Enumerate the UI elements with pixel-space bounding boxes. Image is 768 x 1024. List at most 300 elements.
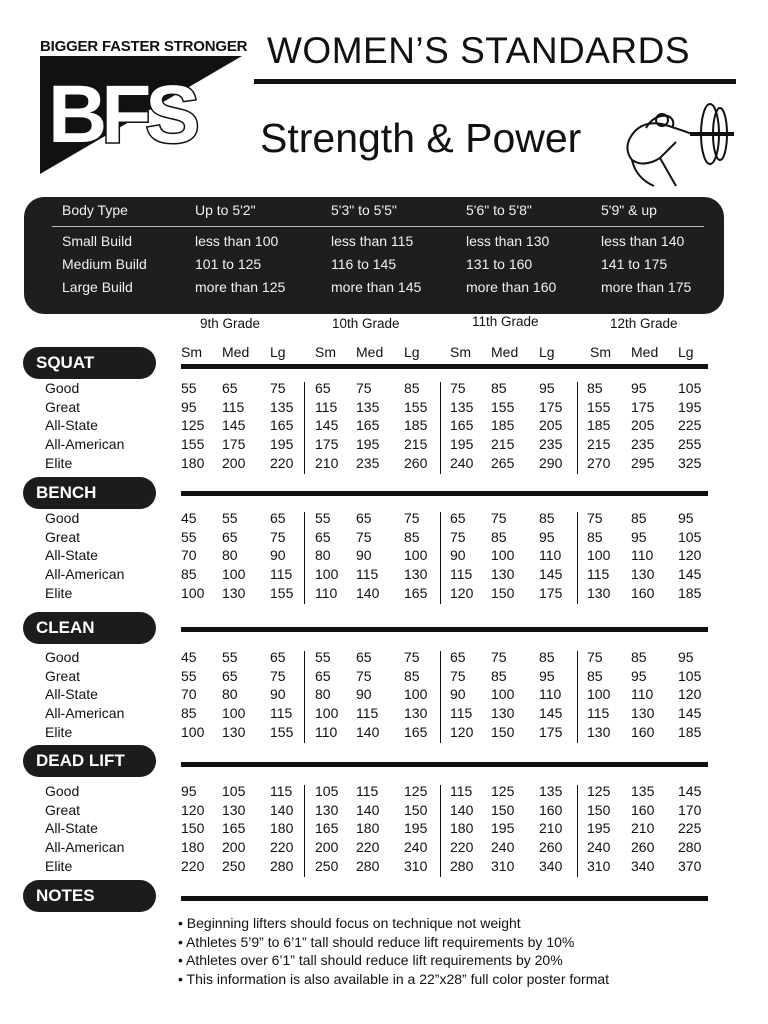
table-cell: 155 [270,723,294,740]
body-type-range: less than 130 [466,233,550,249]
section-label: CLEAN [23,612,156,644]
table-cell: 145 [315,417,339,434]
table-cell: 135 [450,398,474,415]
table-cell: 95 [631,380,647,396]
table-cell: 175 [631,398,655,415]
page-title: WOMEN’S STANDARDS [267,30,691,71]
grade-label: 10th Grade [332,316,400,331]
table-cell: 200 [222,839,246,856]
table-cell: 100 [491,686,515,703]
table-cell: 115 [450,783,473,799]
level-label: All-State [45,686,98,703]
table-cell: 65 [270,510,286,526]
table-cell: 80 [222,547,238,564]
table-cell: 340 [539,857,563,874]
table-cell: 135 [631,783,655,799]
table-cell: 185 [678,723,702,740]
table-cell: 80 [315,547,331,564]
body-type-range: less than 140 [601,233,685,249]
table-cell: 75 [270,528,286,545]
table-cell: 115 [587,705,610,722]
table-cell: 100 [587,547,611,564]
table-cell: 135 [539,783,563,799]
level-label: All-American [45,705,125,722]
table-cell: 155 [491,398,515,415]
table-cell: 220 [450,839,474,856]
table-cell: 105 [678,528,702,545]
level-label: All-State [45,547,98,564]
table-cell: 75 [491,649,507,665]
table-cell: 65 [356,649,372,665]
table-cell: 65 [315,380,331,396]
table-cell: 175 [539,723,563,740]
size-header: Lg [404,344,420,360]
table-cell: 85 [491,380,507,396]
body-type-range: 116 to 145 [331,256,397,272]
table-cell: 130 [404,705,428,722]
level-label: All-American [45,566,125,583]
table-cell: 75 [270,667,286,684]
table-cell: 175 [222,436,246,453]
table-cell: 65 [356,510,372,526]
table-cell: 180 [181,454,205,471]
size-header: Lg [270,344,286,360]
table-cell: 165 [404,584,428,601]
table-cell: 150 [491,723,515,740]
table-cell: 125 [587,783,611,799]
table-cell: 195 [587,820,611,837]
table-cell: 140 [270,801,294,818]
notes-rule [181,896,708,901]
table-cell: 100 [222,566,246,583]
body-type-range: more than 145 [331,279,422,295]
table-cell: 260 [404,454,428,471]
table-cell: 70 [181,547,197,564]
table-cell: 130 [404,566,428,583]
table-cell: 155 [181,436,205,453]
body-type-label: Small Build [62,233,133,249]
table-cell: 75 [270,380,286,396]
table-cell: 75 [450,380,466,396]
table-cell: 250 [222,857,246,874]
note-item: • Athletes 5’9” to 6’1” tall should reduce lift requirements by 10% [178,933,575,950]
table-cell: 220 [356,839,380,856]
table-cell: 120 [678,547,702,564]
grade-divider [577,651,578,743]
level-label: Good [45,783,80,799]
grade-divider [577,785,578,877]
table-cell: 160 [631,723,655,740]
table-cell: 165 [404,723,428,740]
logo-tagline: BIGGER FASTER STRONGER [40,38,248,55]
table-cell: 160 [631,801,655,818]
table-cell: 130 [491,705,515,722]
table-cell: 115 [587,566,610,583]
table-cell: 165 [450,417,474,434]
table-cell: 340 [631,857,655,874]
table-cell: 255 [678,436,702,453]
table-cell: 180 [450,820,474,837]
table-cell: 100 [404,686,428,703]
table-cell: 140 [356,801,380,818]
level-label: Elite [45,584,73,601]
level-label: Great [45,398,81,415]
table-cell: 95 [631,528,647,545]
table-cell: 180 [270,820,294,837]
body-type-label: Large Build [62,279,133,295]
table-cell: 95 [539,528,555,545]
table-cell: 120 [181,801,205,818]
table-cell: 85 [539,510,555,526]
table-cell: 100 [587,686,611,703]
body-type-range: more than 160 [466,279,557,295]
table-cell: 125 [181,417,205,434]
grade-label: 9th Grade [200,316,261,331]
table-cell: 85 [404,667,420,684]
table-cell: 65 [270,649,286,665]
table-cell: 95 [631,667,647,684]
table-cell: 105 [315,783,339,799]
section-rule [181,627,708,632]
table-cell: 115 [222,398,245,415]
table-cell: 145 [678,705,702,722]
grade-divider [577,512,578,604]
table-cell: 165 [315,820,339,837]
weightlifter-icon [610,98,738,194]
section-rule [181,762,708,767]
table-cell: 105 [678,380,702,396]
table-cell: 125 [404,783,428,799]
table-cell: 65 [315,528,331,545]
table-cell: 85 [404,380,420,396]
grade-divider [440,382,441,474]
table-cell: 55 [222,510,238,526]
size-header: Lg [539,344,555,360]
grade-divider [304,382,305,474]
table-cell: 80 [222,686,238,703]
table-cell: 175 [315,436,339,453]
table-cell: 150 [587,801,611,818]
table-cell: 55 [181,380,197,396]
table-cell: 115 [270,566,293,583]
table-cell: 130 [587,723,611,740]
grade-divider [440,512,441,604]
table-cell: 75 [450,667,466,684]
table-cell: 195 [404,820,428,837]
table-cell: 145 [539,566,563,583]
body-type-header: 5'3" to 5'5" [331,202,397,218]
table-cell: 370 [678,857,702,874]
note-item: • Athletes over 6’1” tall should reduce lift requirements by 20% [178,952,563,969]
table-cell: 90 [270,686,286,703]
table-cell: 140 [356,584,380,601]
section-rule [181,364,708,369]
level-label: Good [45,649,80,665]
table-cell: 85 [181,705,197,722]
table-cell: 75 [356,528,372,545]
size-header: Med [222,344,250,360]
table-cell: 130 [222,723,246,740]
table-cell: 90 [450,547,466,564]
notes-label: NOTES [23,880,156,912]
table-cell: 110 [315,723,338,740]
grade-label: 12th Grade [610,316,678,331]
body-type-label: Medium Build [62,256,147,272]
table-cell: 100 [222,705,246,722]
body-type-range: more than 175 [601,279,692,295]
table-cell: 95 [678,510,694,526]
table-cell: 195 [356,436,380,453]
table-cell: 240 [491,839,515,856]
body-type-range: more than 125 [195,279,286,295]
table-cell: 75 [491,510,507,526]
size-header: Med [491,344,519,360]
logo-mark-text: BFS [48,69,194,160]
table-cell: 145 [678,783,702,799]
table-cell: 130 [587,584,611,601]
size-header: Med [356,344,384,360]
table-cell: 65 [315,667,331,684]
table-cell: 235 [356,454,380,471]
table-cell: 75 [587,649,603,665]
size-header: Lg [678,344,694,360]
table-cell: 165 [356,417,380,434]
table-cell: 105 [222,783,246,799]
section-label: DEAD LIFT [23,745,156,777]
note-item: • Beginning lifters should focus on technique not weight [178,915,521,931]
title-rule [254,79,736,84]
table-cell: 100 [404,547,428,564]
table-cell: 205 [539,417,563,434]
table-cell: 85 [491,528,507,545]
table-cell: 115 [450,705,473,722]
size-header: Sm [590,344,611,360]
table-cell: 70 [181,686,197,703]
table-cell: 290 [539,454,563,471]
table-cell: 310 [404,857,428,874]
table-cell: 110 [315,584,338,601]
table-cell: 115 [356,566,379,583]
table-cell: 225 [678,417,702,434]
table-cell: 105 [678,667,702,684]
table-cell: 145 [222,417,246,434]
table-cell: 55 [181,528,197,545]
table-cell: 110 [631,547,654,564]
level-label: Great [45,667,81,684]
table-cell: 180 [181,839,205,856]
bfs-logo [40,56,242,176]
table-cell: 85 [539,649,555,665]
table-cell: 90 [356,686,372,703]
table-cell: 115 [356,705,379,722]
table-cell: 145 [678,566,702,583]
size-header: Sm [315,344,336,360]
table-cell: 145 [539,705,563,722]
table-cell: 165 [222,820,246,837]
table-cell: 220 [270,839,294,856]
table-cell: 130 [315,801,339,818]
table-cell: 175 [539,398,563,415]
table-cell: 280 [270,857,294,874]
table-cell: 260 [631,839,655,856]
table-cell: 115 [270,705,293,722]
grade-label: 11th Grade [472,314,539,329]
table-cell: 85 [631,649,647,665]
table-cell: 115 [270,783,293,799]
table-cell: 240 [404,839,428,856]
size-header: Sm [450,344,471,360]
table-cell: 75 [587,510,603,526]
table-cell: 220 [181,857,205,874]
table-cell: 130 [222,801,246,818]
body-type-header: Up to 5'2" [195,202,256,218]
section-label: SQUAT [23,347,156,379]
table-cell: 75 [356,667,372,684]
table-cell: 45 [181,649,197,665]
table-cell: 210 [631,820,655,837]
table-cell: 115 [356,783,379,799]
body-type-range: less than 115 [331,233,414,249]
body-type-table [24,197,724,314]
table-cell: 185 [491,417,515,434]
table-cell: 150 [491,584,515,601]
level-label: Great [45,528,81,545]
grade-divider [577,382,578,474]
table-cell: 100 [315,705,339,722]
grade-divider [304,512,305,604]
table-cell: 235 [631,436,655,453]
table-cell: 310 [587,857,611,874]
grade-divider [440,785,441,877]
table-cell: 125 [491,783,515,799]
table-cell: 220 [270,454,294,471]
table-cell: 150 [404,801,428,818]
table-cell: 120 [450,723,474,740]
table-cell: 250 [315,857,339,874]
table-cell: 95 [539,667,555,684]
table-cell: 90 [356,547,372,564]
body-type-header: Body Type [62,202,128,218]
size-header: Sm [181,344,202,360]
table-cell: 55 [222,649,238,665]
table-cell: 155 [404,398,428,415]
table-cell: 200 [315,839,339,856]
table-cell: 100 [181,723,205,740]
body-type-divider [52,226,704,227]
table-cell: 85 [181,566,197,583]
level-label: All-State [45,417,98,434]
table-cell: 90 [270,547,286,564]
body-type-range: 101 to 125 [195,256,262,272]
table-cell: 160 [539,801,563,818]
table-cell: 115 [315,398,338,415]
grade-divider [304,651,305,743]
table-cell: 225 [678,820,702,837]
table-cell: 45 [181,510,197,526]
table-cell: 150 [491,801,515,818]
table-cell: 80 [315,686,331,703]
table-cell: 85 [587,667,603,684]
table-cell: 155 [270,584,294,601]
table-cell: 90 [450,686,466,703]
table-cell: 185 [587,417,611,434]
table-cell: 65 [222,380,238,396]
level-label: Elite [45,723,73,740]
table-cell: 75 [404,649,420,665]
grade-divider [440,651,441,743]
table-cell: 75 [450,528,466,545]
table-cell: 175 [539,584,563,601]
table-cell: 85 [587,380,603,396]
note-item: • This information is also available in a 22”x28” full color poster format [178,971,610,988]
table-cell: 100 [491,547,515,564]
level-label: Elite [45,454,73,471]
body-type-range: 141 to 175 [601,256,668,272]
table-cell: 100 [181,584,205,601]
level-label: Great [45,801,81,818]
level-label: All-American [45,839,125,856]
table-cell: 85 [587,528,603,545]
table-cell: 130 [631,705,655,722]
table-cell: 185 [678,584,702,601]
table-cell: 65 [450,649,466,665]
table-cell: 65 [222,528,238,545]
table-cell: 85 [631,510,647,526]
body-type-header: 5'6" to 5'8" [466,202,532,218]
table-cell: 180 [356,820,380,837]
section-rule [181,491,708,496]
table-cell: 165 [270,417,294,434]
table-cell: 75 [404,510,420,526]
table-cell: 130 [222,584,246,601]
table-cell: 75 [356,380,372,396]
level-label: Good [45,510,80,526]
level-label: Good [45,380,80,396]
table-cell: 205 [631,417,655,434]
table-cell: 160 [631,584,655,601]
table-cell: 260 [539,839,563,856]
table-cell: 95 [678,649,694,665]
table-cell: 95 [181,783,197,799]
table-cell: 155 [587,398,611,415]
table-cell: 95 [539,380,555,396]
table-cell: 120 [678,686,702,703]
table-cell: 55 [315,510,331,526]
table-cell: 325 [678,454,702,471]
table-cell: 280 [450,857,474,874]
level-label: Elite [45,857,73,874]
table-cell: 195 [491,820,515,837]
table-cell: 270 [587,454,611,471]
table-cell: 200 [222,454,246,471]
table-cell: 65 [450,510,466,526]
table-cell: 215 [491,436,515,453]
table-cell: 140 [450,801,474,818]
table-cell: 65 [222,667,238,684]
table-cell: 100 [315,566,339,583]
table-cell: 240 [450,454,474,471]
table-cell: 55 [181,667,197,684]
table-cell: 130 [491,566,515,583]
table-cell: 280 [678,839,702,856]
table-cell: 135 [270,398,294,415]
table-cell: 240 [587,839,611,856]
table-cell: 215 [587,436,611,453]
table-cell: 85 [491,667,507,684]
table-cell: 210 [539,820,563,837]
table-cell: 295 [631,454,655,471]
table-cell: 195 [450,436,474,453]
